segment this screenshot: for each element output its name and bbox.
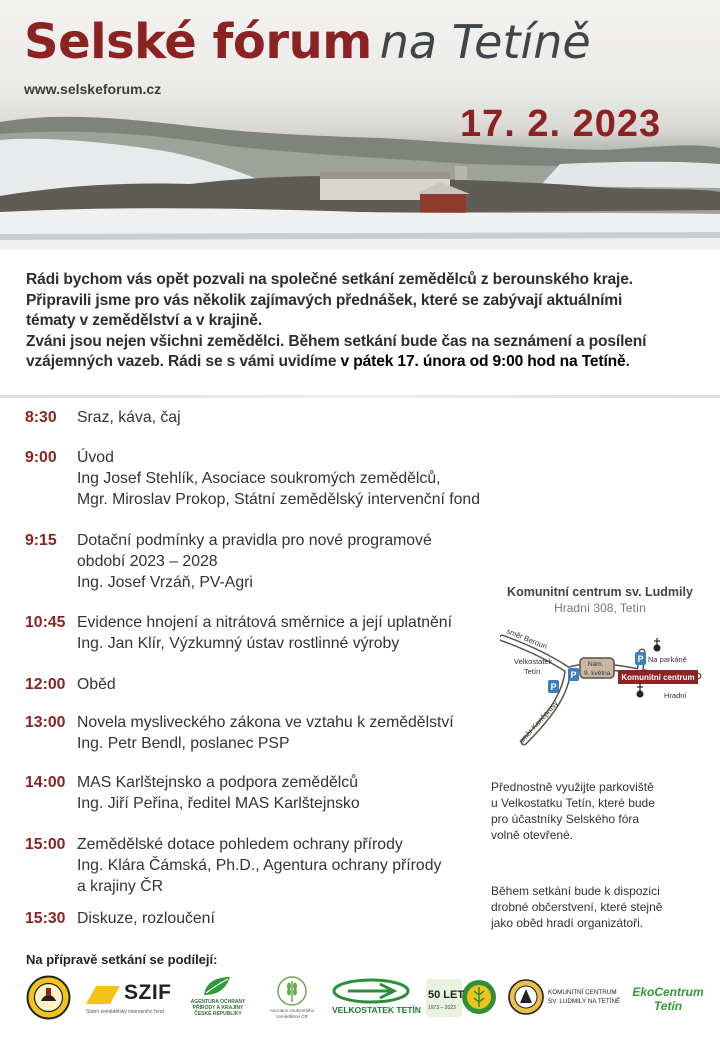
website-link[interactable]: www.selskeforum.cz xyxy=(24,81,162,97)
svg-text:P: P xyxy=(550,682,557,692)
szif-logo xyxy=(86,975,172,1020)
parking-note xyxy=(491,779,711,843)
intro-line-start: vzájemných vazeb. Rádi se s vámi uvidíme xyxy=(26,353,341,370)
event-date: 17. 2. 2023 xyxy=(460,103,662,145)
map-title: Komunitní centrum sv. Ludmily xyxy=(507,585,693,599)
ekocentrum-name: EkoCentrum xyxy=(632,985,704,999)
church-icon xyxy=(637,684,644,698)
szif-mark-icon xyxy=(86,984,120,1006)
title-sub: na Tetíně xyxy=(379,15,591,69)
aopk-line: PŘÍRODY A KRAJINY xyxy=(192,1005,244,1011)
program-time: 15:00 xyxy=(25,836,66,853)
map-label: Na parkáně xyxy=(648,655,687,664)
map-label: směr Koněprusy xyxy=(516,698,561,746)
program-text: Diskuze, rozloučení xyxy=(77,910,215,927)
header-banner xyxy=(0,0,720,250)
map-label-destination: Komunitní centrum xyxy=(621,673,695,682)
leaf-icon xyxy=(200,975,234,997)
parking-icon xyxy=(548,680,559,693)
note-line: pro účastníky Selského fóra xyxy=(491,812,640,826)
program-text: a krajiny ČR xyxy=(77,878,164,895)
program-text: Ing. Petr Bendl, poslanec PSP xyxy=(77,735,290,752)
aopk-line: AGENTURA OCHRANY xyxy=(190,999,246,1005)
intro-line: tématy v zemědělství a v krajině. xyxy=(26,312,263,329)
program-text: Dotační podmínky a pravidla pro nové programové xyxy=(77,532,432,549)
program-time: 9:00 xyxy=(25,449,57,466)
svg-text:P: P xyxy=(570,670,577,680)
map-label: Tetín xyxy=(524,667,541,676)
program-time: 13:00 xyxy=(25,714,66,731)
intro-highlight: v pátek 17. února od 9:00 hod na Tetíně xyxy=(340,353,626,370)
page-title xyxy=(24,14,591,70)
velkostatek-logo xyxy=(332,975,421,1020)
intro-line: Připravili jsme pro vás několik zajímavých přednášek, které se zabývají aktuálními xyxy=(26,291,623,309)
map-label: 9. května xyxy=(584,670,611,677)
program-text: MAS Karlštejnsko a podpora zemědělců xyxy=(77,774,358,791)
program-text: Mgr. Miroslav Prokop, Státní zemědělský intervenční fond xyxy=(77,491,480,508)
wheat-icon xyxy=(276,975,308,1007)
intro-line-end: . xyxy=(625,353,630,370)
program-time: 9:15 xyxy=(25,532,57,549)
aopk-line: ČESKÉ REPUBLIKY xyxy=(194,1011,242,1017)
program-time: 10:45 xyxy=(25,614,66,631)
note-line: volně otevřené. xyxy=(491,828,574,842)
program-time: 14:00 xyxy=(25,774,66,791)
intro-line xyxy=(26,352,716,373)
program-text: Ing. Josef Vrzáň, PV-Agri xyxy=(77,574,253,591)
map-label: Hradní xyxy=(664,691,687,700)
intro-line: Rádi bychom vás opět pozvali na společné setkání zemědělců z berounského kraje. xyxy=(26,271,633,288)
program-text: Oběd xyxy=(77,676,116,693)
program-text: období 2023 – 2028 xyxy=(77,553,218,570)
map-label: Nám. xyxy=(588,661,604,668)
program-text: Zemědělské dotace pohledem ochrany přírody xyxy=(77,836,403,853)
program-text: Úvod xyxy=(77,449,114,466)
program-text: Ing. Jan Klír, Výzkumný ústav rostlinné výroby xyxy=(77,635,400,652)
ekocentrum-place: Tetín xyxy=(653,999,683,1013)
szif-name: SZIF xyxy=(124,981,172,1004)
partners-label: Na přípravě setkání se podílejí: xyxy=(26,952,218,967)
asz-line: zemědělství ČR xyxy=(276,1014,308,1019)
velkostatek-emblem-icon xyxy=(332,978,410,1004)
parking-icon xyxy=(635,652,646,665)
map-label: Velkostatek xyxy=(514,657,553,666)
program-text: Ing Josef Stehlík, Asociace soukromých zemědělců, xyxy=(77,470,441,487)
program-time: 12:00 xyxy=(25,676,66,693)
program-text: Sraz, káva, čaj xyxy=(77,409,181,426)
intro-line: Zváni jsou nejen všichni zemědělci. Během setkání bude čas na seznámení a posílení xyxy=(26,332,647,350)
note-line: drobné občerstvení, které stejně xyxy=(491,900,663,914)
community-centre-line: SV. LUDMILY NA TETÍNĚ xyxy=(548,998,621,1005)
program-time: 8:30 xyxy=(25,409,57,426)
refreshment-note xyxy=(491,883,711,931)
note-line: Přednostně využijte parkoviště xyxy=(491,780,654,794)
intro-text xyxy=(26,270,716,373)
program-text: Novela mysliveckého zákona ve vztahu k zemědělství xyxy=(77,714,454,731)
program-text: Ing. Klára Čámská, Ph.D., Agentura ochrany přírody xyxy=(77,857,442,874)
note-line: u Velkostatku Tetín, které bude xyxy=(491,796,655,810)
fifty-years-range: 1973 – 2023 xyxy=(428,1005,456,1011)
note-line: Během setkání bude k dispozici xyxy=(491,884,660,898)
map-label: směr Beroun xyxy=(505,626,549,651)
svg-text:P: P xyxy=(637,654,644,664)
fifty-years-text: 50 LET xyxy=(428,989,465,1001)
program-text: Ing. Jiří Peřina, ředitel MAS Karlštejnsko xyxy=(77,795,360,812)
community-centre-seal-icon xyxy=(508,979,544,1015)
community-centre-logo xyxy=(508,975,624,1020)
program-time: 15:30 xyxy=(25,910,66,927)
church-icon xyxy=(654,638,661,652)
velkostatek-name: VELKOSTATEK TETÍN xyxy=(332,1005,421,1015)
asz-logo xyxy=(264,975,320,1020)
map-address: Hradní 308, Tetín xyxy=(554,601,646,615)
location-map xyxy=(500,618,710,758)
divider xyxy=(0,395,720,398)
association-seal-logo xyxy=(26,975,71,1020)
note-line: jako oběd hradí organizátoři. xyxy=(491,916,644,930)
asz-line: Asociace soukromého xyxy=(269,1008,315,1013)
title-main: Selské fórum xyxy=(24,14,372,70)
aopk-logo xyxy=(186,975,250,1020)
szif-subtitle: Státní zemědělský intervenční fond xyxy=(86,1009,164,1015)
ekocentrum-logo xyxy=(630,975,706,1020)
community-centre-line: KOMUNITNÍ CENTRUM xyxy=(548,989,617,996)
program-text: Evidence hnojení a nitrátová směrnice a její uplatnění xyxy=(77,614,452,631)
fifty-years-logo xyxy=(424,975,498,1020)
parking-icon xyxy=(568,668,579,681)
